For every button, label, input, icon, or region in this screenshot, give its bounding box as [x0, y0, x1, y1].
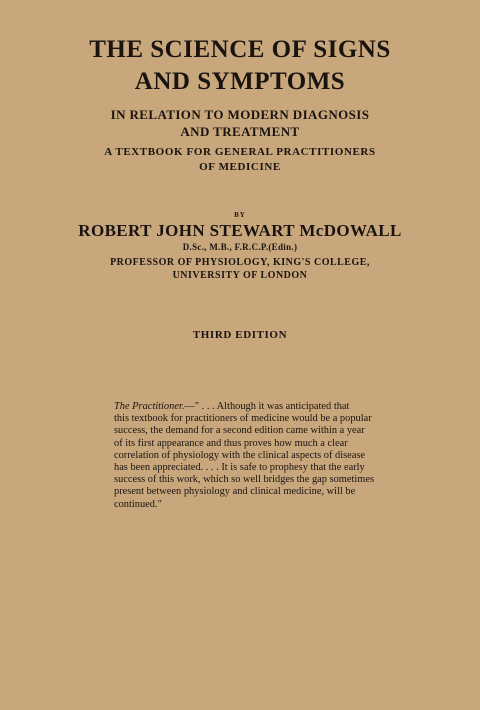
review-line: correlation of physiology with the clinical aspects of disease [114, 449, 366, 461]
title-line-2: AND SYMPTOMS [134, 68, 346, 95]
review-first-line-text: —" . . . Although it was anticipated that [184, 401, 350, 412]
textbook-line-2: OF MEDICINE [199, 161, 281, 173]
review-line: present between physiology and clinical medicine, will be [114, 486, 356, 498]
subtitle-line-1: IN RELATION TO MODERN DIAGNOSIS [110, 107, 370, 122]
position-line-1: PROFESSOR OF PHYSIOLOGY, KING'S COLLEGE, [110, 257, 370, 268]
author-position [0, 256, 480, 282]
textbook-line-1: A TEXTBOOK FOR GENERAL PRACTITIONERS [104, 146, 376, 158]
position-line-2: UNIVERSITY OF LONDON [172, 270, 308, 281]
review-line: success, the demand for a second edition came within a year [114, 425, 365, 437]
review-line: continued." [114, 498, 162, 510]
review-line-1 [114, 401, 396, 413]
subtitle-line-2: AND TREATMENT [180, 124, 300, 139]
book-subtitle [0, 106, 480, 140]
edition-label: THIRD EDITION [192, 329, 288, 341]
review-line: of its first appearance and thus proves how much a clear [114, 437, 348, 449]
review-line: success of this work, which so well bridges the gap sometimes [114, 474, 375, 486]
review-line: this textbook for practitioners of medicine would be a popular [114, 413, 372, 425]
author-degrees: D.Sc., M.B., F.R.C.P.(Edin.) [182, 242, 298, 252]
review-line: has been appreciated. . . . It is safe to prophesy that the early [114, 462, 365, 474]
review-quote [114, 401, 396, 511]
title-line-1: THE SCIENCE OF SIGNS [89, 36, 391, 63]
book-title [0, 34, 480, 98]
textbook-description [0, 145, 480, 175]
by-label: BY [234, 211, 246, 219]
author-name: ROBERT JOHN STEWART McDOWALL [78, 221, 402, 240]
review-source: The Practitioner. [114, 401, 185, 412]
